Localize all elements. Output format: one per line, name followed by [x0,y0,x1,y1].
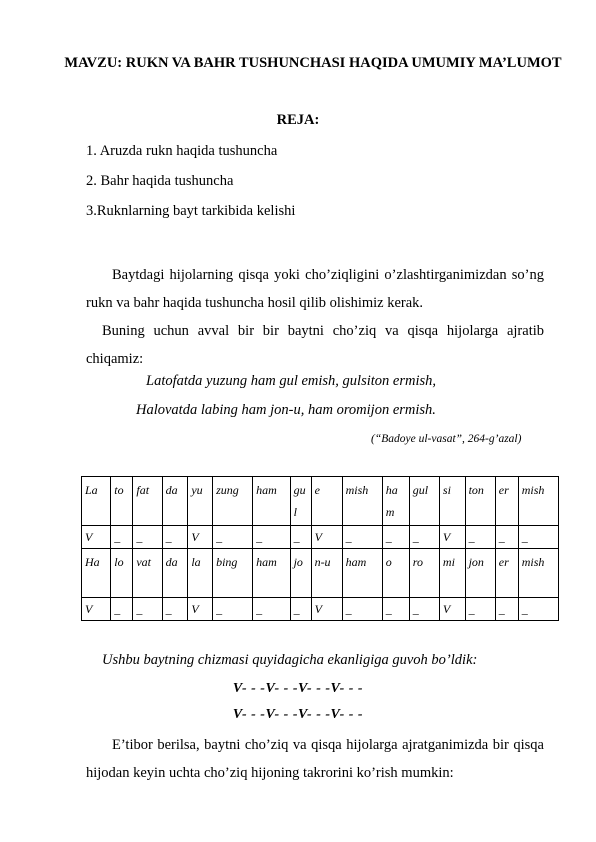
table-row [82,598,559,621]
document-title: MAVZU: RUKN VA BAHR TUSHUNCHASI HAQIDA UMUMIY MA’LUMOT [64,55,562,71]
syllable-cell: mish [518,477,558,526]
syllable-cell: si [439,477,465,526]
scheme-intro: Ushbu baytning chizmasi quyidagicha ekanligiga guvoh bo’ldik: [102,652,478,668]
syllable-cell: ha m [382,477,409,526]
table-row [82,549,559,598]
metre-cell: _ [213,526,253,549]
syllable-cell: lo [111,549,133,598]
metre-cell: _ [495,526,518,549]
syllable-cell: er [495,549,518,598]
metre-cell: V [82,526,111,549]
table-row [82,526,559,549]
scheme-line-1: V- - -V- - -V- - -V- - - [232,681,364,696]
metre-cell: _ [213,598,253,621]
metre-cell: _ [133,598,162,621]
syllable-cell: jon [465,549,495,598]
metre-cell: _ [518,598,558,621]
metre-cell: _ [409,598,439,621]
syllable-cell: fat [133,477,162,526]
paragraph-intro: Baytdagi hijolarning qisqa yoki cho’ziqligini o’zlashtirganimizdan so’ng rukn va bahr haqida tushuncha hosil qilib olishimiz kerak. [86,267,544,311]
syllable-cell: mish [342,477,382,526]
metre-cell: _ [290,526,311,549]
syllable-cell: e [311,477,342,526]
metre-cell: _ [382,598,409,621]
metre-cell: V [188,526,213,549]
metre-cell: V [188,598,213,621]
metre-cell: V [311,598,342,621]
syllable-cell: gul [409,477,439,526]
syllable-cell: vat [133,549,162,598]
syllable-cell: mi [439,549,465,598]
metre-cell: _ [290,598,311,621]
metre-cell: _ [342,526,382,549]
plan-item-3: 3.Ruknlarning bayt tarkibida kelishi [86,203,296,219]
syllable-cell: ham [253,477,290,526]
metre-cell: _ [465,526,495,549]
metre-cell: _ [162,526,188,549]
syllable-cell: o [382,549,409,598]
syllable-cell: da [162,477,188,526]
syllable-cell: yu [188,477,213,526]
syllable-cell: ham [342,549,382,598]
metre-cell: V [311,526,342,549]
plan-item-1: 1. Aruzda rukn haqida tushuncha [86,143,278,159]
syllable-cell: da [162,549,188,598]
metre-cell: _ [162,598,188,621]
plan-heading: REJA: [276,112,320,128]
verse-line-2: Halovatda labing ham jon-u, ham oromijon ermish. [136,402,436,418]
metre-cell: V [439,526,465,549]
metre-cell: _ [465,598,495,621]
paragraph-conclusion: E’tibor berilsa, baytni cho’ziq va qisqa hijolarga ajratganimizda bir qisqa hijodan keyin uchta cho’ziq hijoning takrorini ko’rish mumkin: [86,737,544,781]
syllable-cell: ton [465,477,495,526]
verse-line-1: Latofatda yuzung ham gul emish, gulsiton ermish, [146,373,437,389]
plan-item-2: 2. Bahr haqida tushuncha [86,173,234,189]
syllable-cell: to [111,477,133,526]
metre-cell: V [439,598,465,621]
scansion-table [81,476,559,621]
syllable-cell: zung [213,477,253,526]
table-row [82,477,559,526]
paragraph-method: Buning uchun avval bir bir baytni cho’ziq va qisqa hijolarga ajratib chiqamiz: [86,323,544,367]
syllable-cell: jo [290,549,311,598]
syllable-cell: ham [253,549,290,598]
metre-cell: _ [133,526,162,549]
syllable-cell: er [495,477,518,526]
syllable-cell: n-u [311,549,342,598]
syllable-cell: bing [213,549,253,598]
metre-cell: _ [253,526,290,549]
syllable-cell: Ha [82,549,111,598]
metre-cell: V [82,598,111,621]
verse-source: (“Badoye ul-vasat”, 264-g’azal) [371,433,522,445]
metre-cell: _ [111,598,133,621]
syllable-cell: La [82,477,111,526]
scheme-line-2: V- - -V- - -V- - -V- - - [232,707,364,722]
metre-cell: _ [382,526,409,549]
metre-cell: _ [518,526,558,549]
syllable-cell: ro [409,549,439,598]
syllable-cell: mish [518,549,558,598]
metre-cell: _ [409,526,439,549]
metre-cell: _ [342,598,382,621]
syllable-cell: gu l [290,477,311,526]
metre-cell: _ [253,598,290,621]
metre-cell: _ [495,598,518,621]
metre-cell: _ [111,526,133,549]
syllable-cell: la [188,549,213,598]
